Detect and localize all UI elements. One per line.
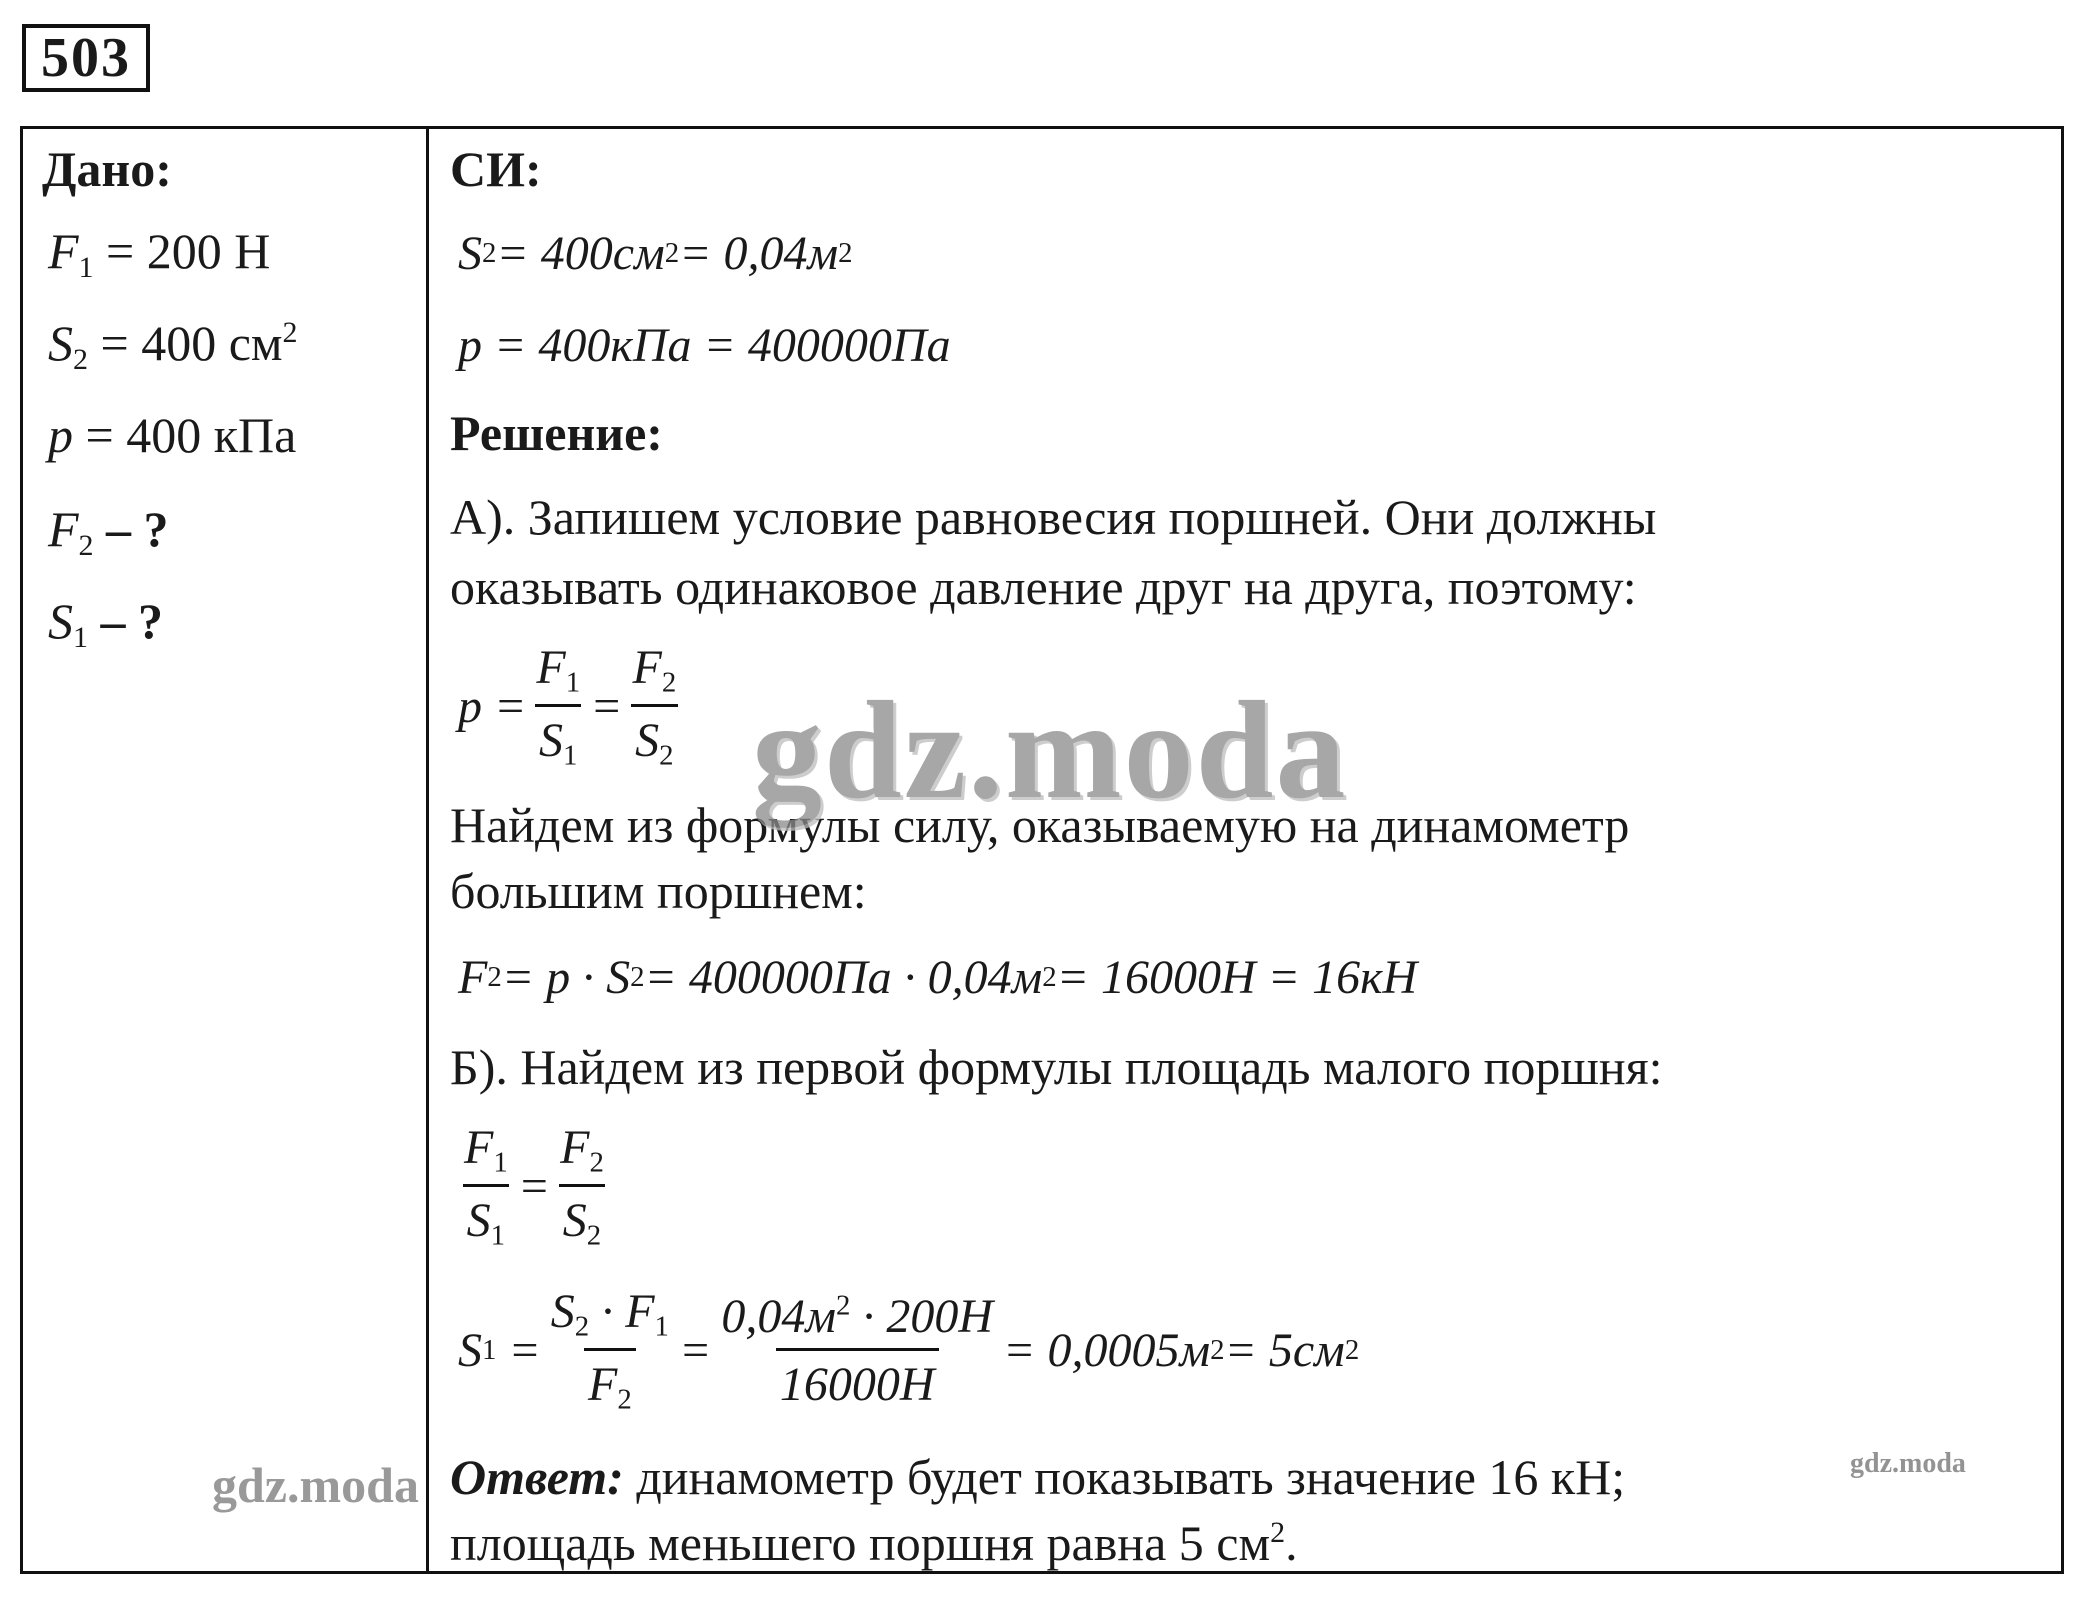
solution-para-b: Б). Найдем из первой формулы площадь малого поршня:: [450, 1039, 1663, 1095]
fraction-f2-s2-b: $\frac{F_2}{S_2}$: [560, 1121, 604, 1252]
watermark-left: gdz.moda: [212, 1457, 419, 1513]
answer-line2: площадь меньшего поршня равна 5 $см^2$.: [450, 1515, 1298, 1571]
watermark-right: gdz.moda: [1850, 1448, 1966, 1479]
fraction-f1-s1-b: $\frac{F_1}{S_1}$: [464, 1121, 508, 1252]
problem-number: 503: [22, 24, 150, 92]
equilibrium-formula: p = $\frac{F_1}{S_1}$ = $\frac{F_2}{S_2}$: [458, 640, 686, 772]
fraction-numeric: $\frac{0,04м^2 \cdot 200Н}{16000Н}$: [721, 1289, 994, 1411]
fraction-f2-s2: $\frac{F_2}{S_2}$: [632, 641, 677, 772]
area-calculation: S 1 = $\frac{S_2 \cdot F_1}{F_2}$ = $\frac{0,04м^2 \cdot 200Н}{16000Н}$ = 0,0005м 2 = 5см 2: [458, 1285, 1360, 1416]
solution-para-a-line1: А). Запишем условие равновесия поршней. Они должны: [450, 489, 1657, 545]
answer-line1: Ответ: динамометр будет показывать значение 16 кН;: [450, 1449, 1626, 1505]
given-heading: Дано:: [42, 141, 172, 197]
si-pressure-conversion: p = 400кПа = 400000Па: [458, 319, 951, 372]
solution-para-a-line2: оказывать одинаковое давление друг на друга, поэтому:: [450, 559, 1637, 615]
answer-label: Ответ:: [450, 1449, 624, 1505]
solution-find-line2: большим поршнем:: [450, 863, 867, 919]
fraction-f1-s1: $\frac{F_1}{S_1}$: [536, 641, 581, 772]
solution-heading: Решение:: [450, 405, 663, 461]
given-f2-unknown: $F_2$ – ?: [48, 501, 169, 562]
watermark-main: gdz.moda: [752, 673, 1348, 828]
ratio-formula: $\frac{F_1}{S_1}$ = $\frac{F_2}{S_2}$: [454, 1120, 614, 1252]
column-divider: [426, 126, 429, 1574]
given-p: p = 400 кПа: [48, 407, 297, 463]
given-f1: $F_1 = 200$ Н: [48, 223, 271, 284]
fraction-s2f1-f2: $\frac{S_2 \cdot F_1}{F_2}$: [550, 1285, 669, 1416]
force-calculation: F 2 = p · S 2 = 400000Па · 0,04м 2 = 16000Н = 16кН: [458, 951, 1418, 1004]
si-heading: СИ:: [450, 141, 542, 197]
given-s1-unknown: $S_1$ – ?: [48, 593, 163, 654]
si-area-conversion: S 2 = 400см 2 = 0,04м 2: [458, 227, 853, 280]
solution-find-line1: Найдем из формулы силу, оказываемую на динамометр: [450, 797, 1630, 853]
given-s2: $S_2 = 400$ $см^2$: [48, 315, 298, 376]
